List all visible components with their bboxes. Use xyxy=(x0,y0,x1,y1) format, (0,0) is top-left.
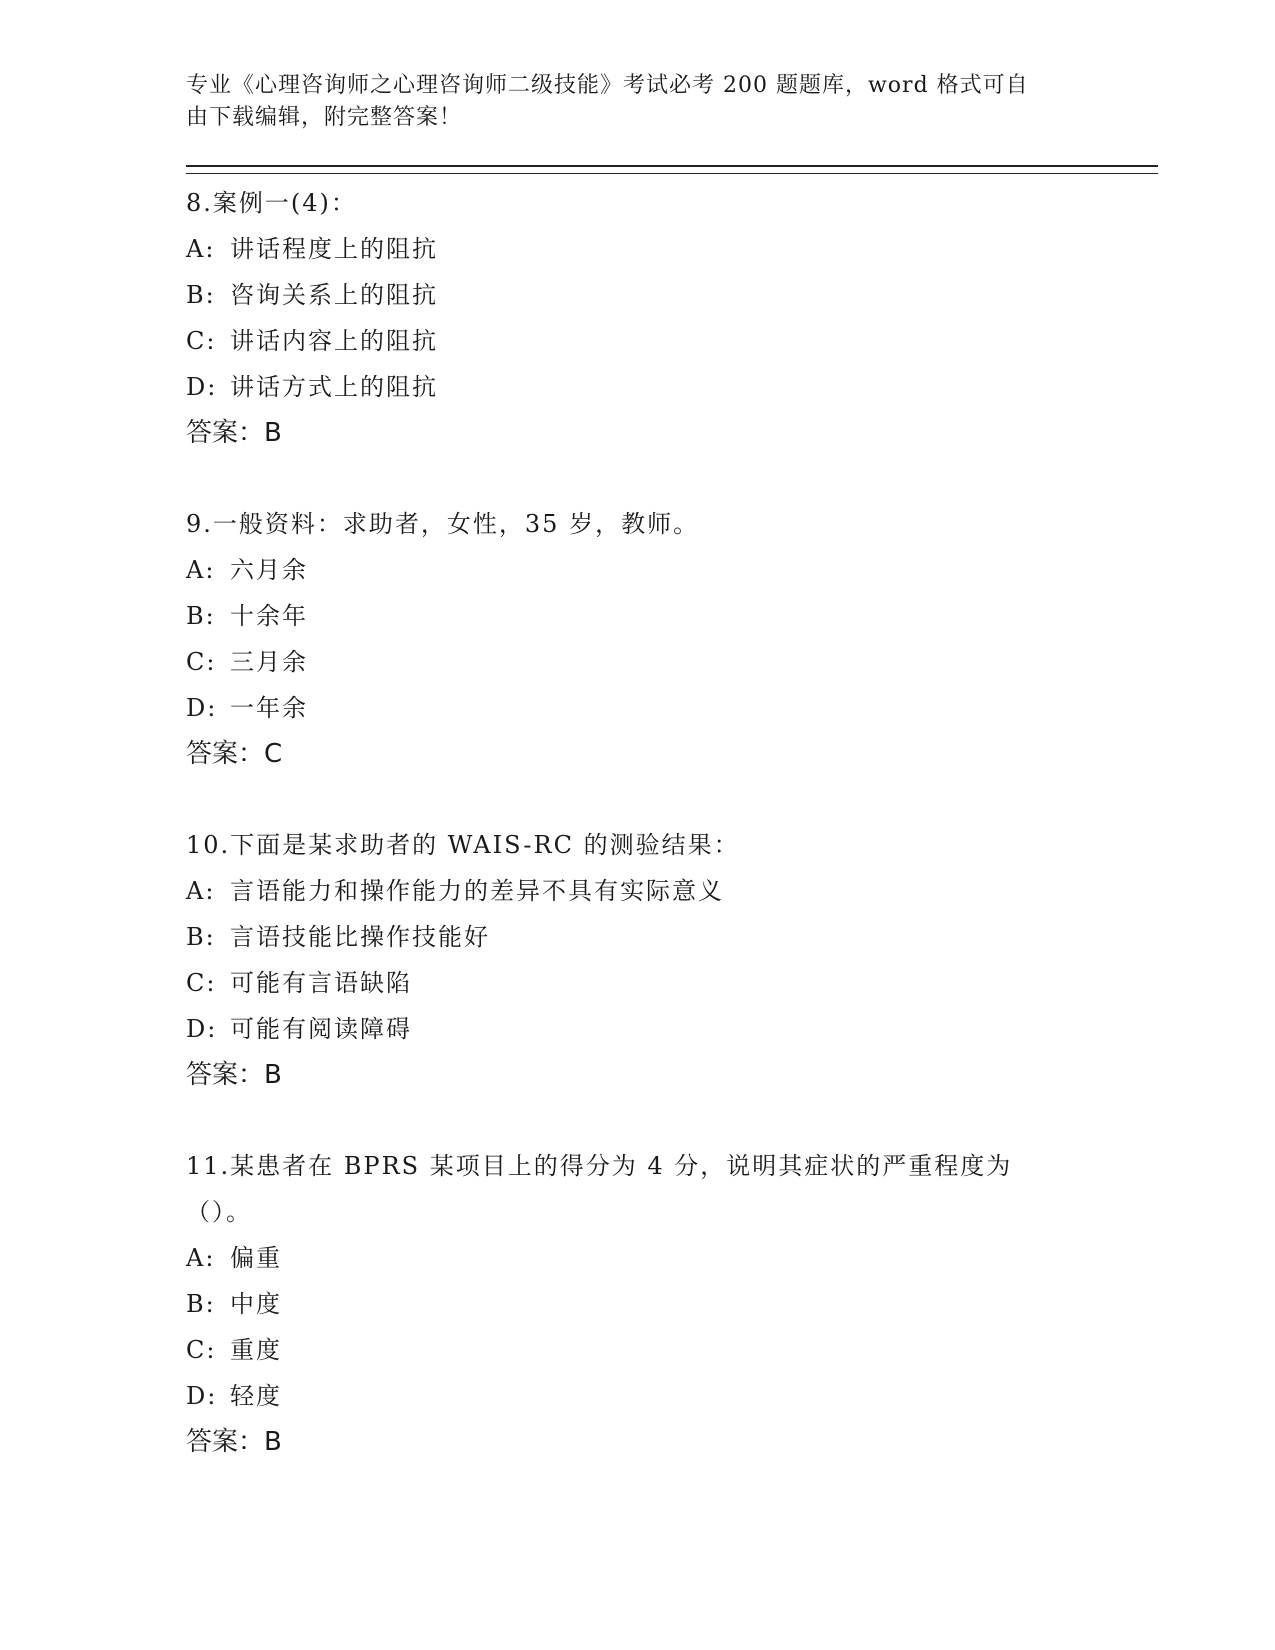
option-letter: A: xyxy=(186,1244,216,1272)
option-a xyxy=(186,1235,1158,1281)
option-text: 中度 xyxy=(230,1290,282,1318)
option-letter: C: xyxy=(186,1336,217,1364)
option-text: 咨询关系上的阻抗 xyxy=(230,281,438,309)
question-title: 9.一般资料：求助者，女性，35 岁，教师。 xyxy=(186,510,700,538)
question-11 xyxy=(186,1143,1158,1465)
option-c xyxy=(186,318,1158,364)
option-letter: A: xyxy=(186,877,216,905)
question-title: 10.下面是某求助者的 WAIS-RC 的测验结果： xyxy=(186,831,740,859)
option-a xyxy=(186,868,1158,914)
option-letter: D: xyxy=(186,1015,218,1043)
option-letter: D: xyxy=(186,373,218,401)
option-d xyxy=(186,364,1158,410)
option-text: 讲话方式上的阻抗 xyxy=(230,373,438,401)
option-letter: A: xyxy=(186,556,216,584)
header-divider xyxy=(186,165,1158,174)
option-letter: B: xyxy=(186,602,216,630)
option-text: 讲话程度上的阻抗 xyxy=(230,235,438,263)
option-text: 言语能力和操作能力的差异不具有实际意义 xyxy=(230,877,724,905)
spacer xyxy=(186,456,1158,501)
answer-line: 答案：B xyxy=(186,1427,282,1457)
option-d xyxy=(186,1373,1158,1419)
option-text: 言语技能比操作技能好 xyxy=(230,923,490,951)
option-b xyxy=(186,1281,1158,1327)
question-8 xyxy=(186,180,1158,456)
option-letter: B: xyxy=(186,1290,216,1318)
option-text: 六月余 xyxy=(230,556,308,584)
option-text: 十余年 xyxy=(230,602,308,630)
option-text: 偏重 xyxy=(230,1244,282,1272)
document-page xyxy=(186,70,1158,1465)
option-c xyxy=(186,1327,1158,1373)
option-text: 可能有阅读障碍 xyxy=(230,1015,412,1043)
option-c xyxy=(186,639,1158,685)
question-title: 11.某患者在 BPRS 某项目上的得分为 4 分，说明其症状的严重程度为 xyxy=(186,1152,1013,1180)
document-header-line-2: 由下载编辑，附完整答案！ xyxy=(186,105,463,130)
option-letter: C: xyxy=(186,969,217,997)
answer-line: 答案：B xyxy=(186,1060,282,1090)
option-a xyxy=(186,547,1158,593)
option-letter: B: xyxy=(186,923,216,951)
question-9 xyxy=(186,501,1158,777)
answer-line: 答案：B xyxy=(186,418,282,448)
option-a xyxy=(186,226,1158,272)
option-b xyxy=(186,593,1158,639)
answer-line: 答案：C xyxy=(186,739,283,769)
option-b xyxy=(186,272,1158,318)
option-c xyxy=(186,960,1158,1006)
option-text: 重度 xyxy=(230,1336,282,1364)
option-letter: B: xyxy=(186,281,216,309)
spacer xyxy=(186,777,1158,822)
option-letter: C: xyxy=(186,648,217,676)
question-title-continuation: （）。 xyxy=(186,1198,252,1226)
option-text: 可能有言语缺陷 xyxy=(230,969,412,997)
document-header-line-1: 专业《心理咨询师之心理咨询师二级技能》考试必考 200 题题库，word 格式可自 xyxy=(186,73,1029,98)
option-d xyxy=(186,685,1158,731)
option-text: 轻度 xyxy=(230,1382,282,1410)
option-text: 一年余 xyxy=(230,694,308,722)
option-letter: A: xyxy=(186,235,216,263)
spacer xyxy=(186,1098,1158,1143)
option-d xyxy=(186,1006,1158,1052)
option-letter: C: xyxy=(186,327,217,355)
option-text: 讲话内容上的阻抗 xyxy=(230,327,438,355)
option-letter: D: xyxy=(186,1382,218,1410)
option-letter: D: xyxy=(186,694,218,722)
question-title: 8.案例一(4)： xyxy=(186,189,357,217)
option-b xyxy=(186,914,1158,960)
option-text: 三月余 xyxy=(230,648,308,676)
question-10 xyxy=(186,822,1158,1098)
